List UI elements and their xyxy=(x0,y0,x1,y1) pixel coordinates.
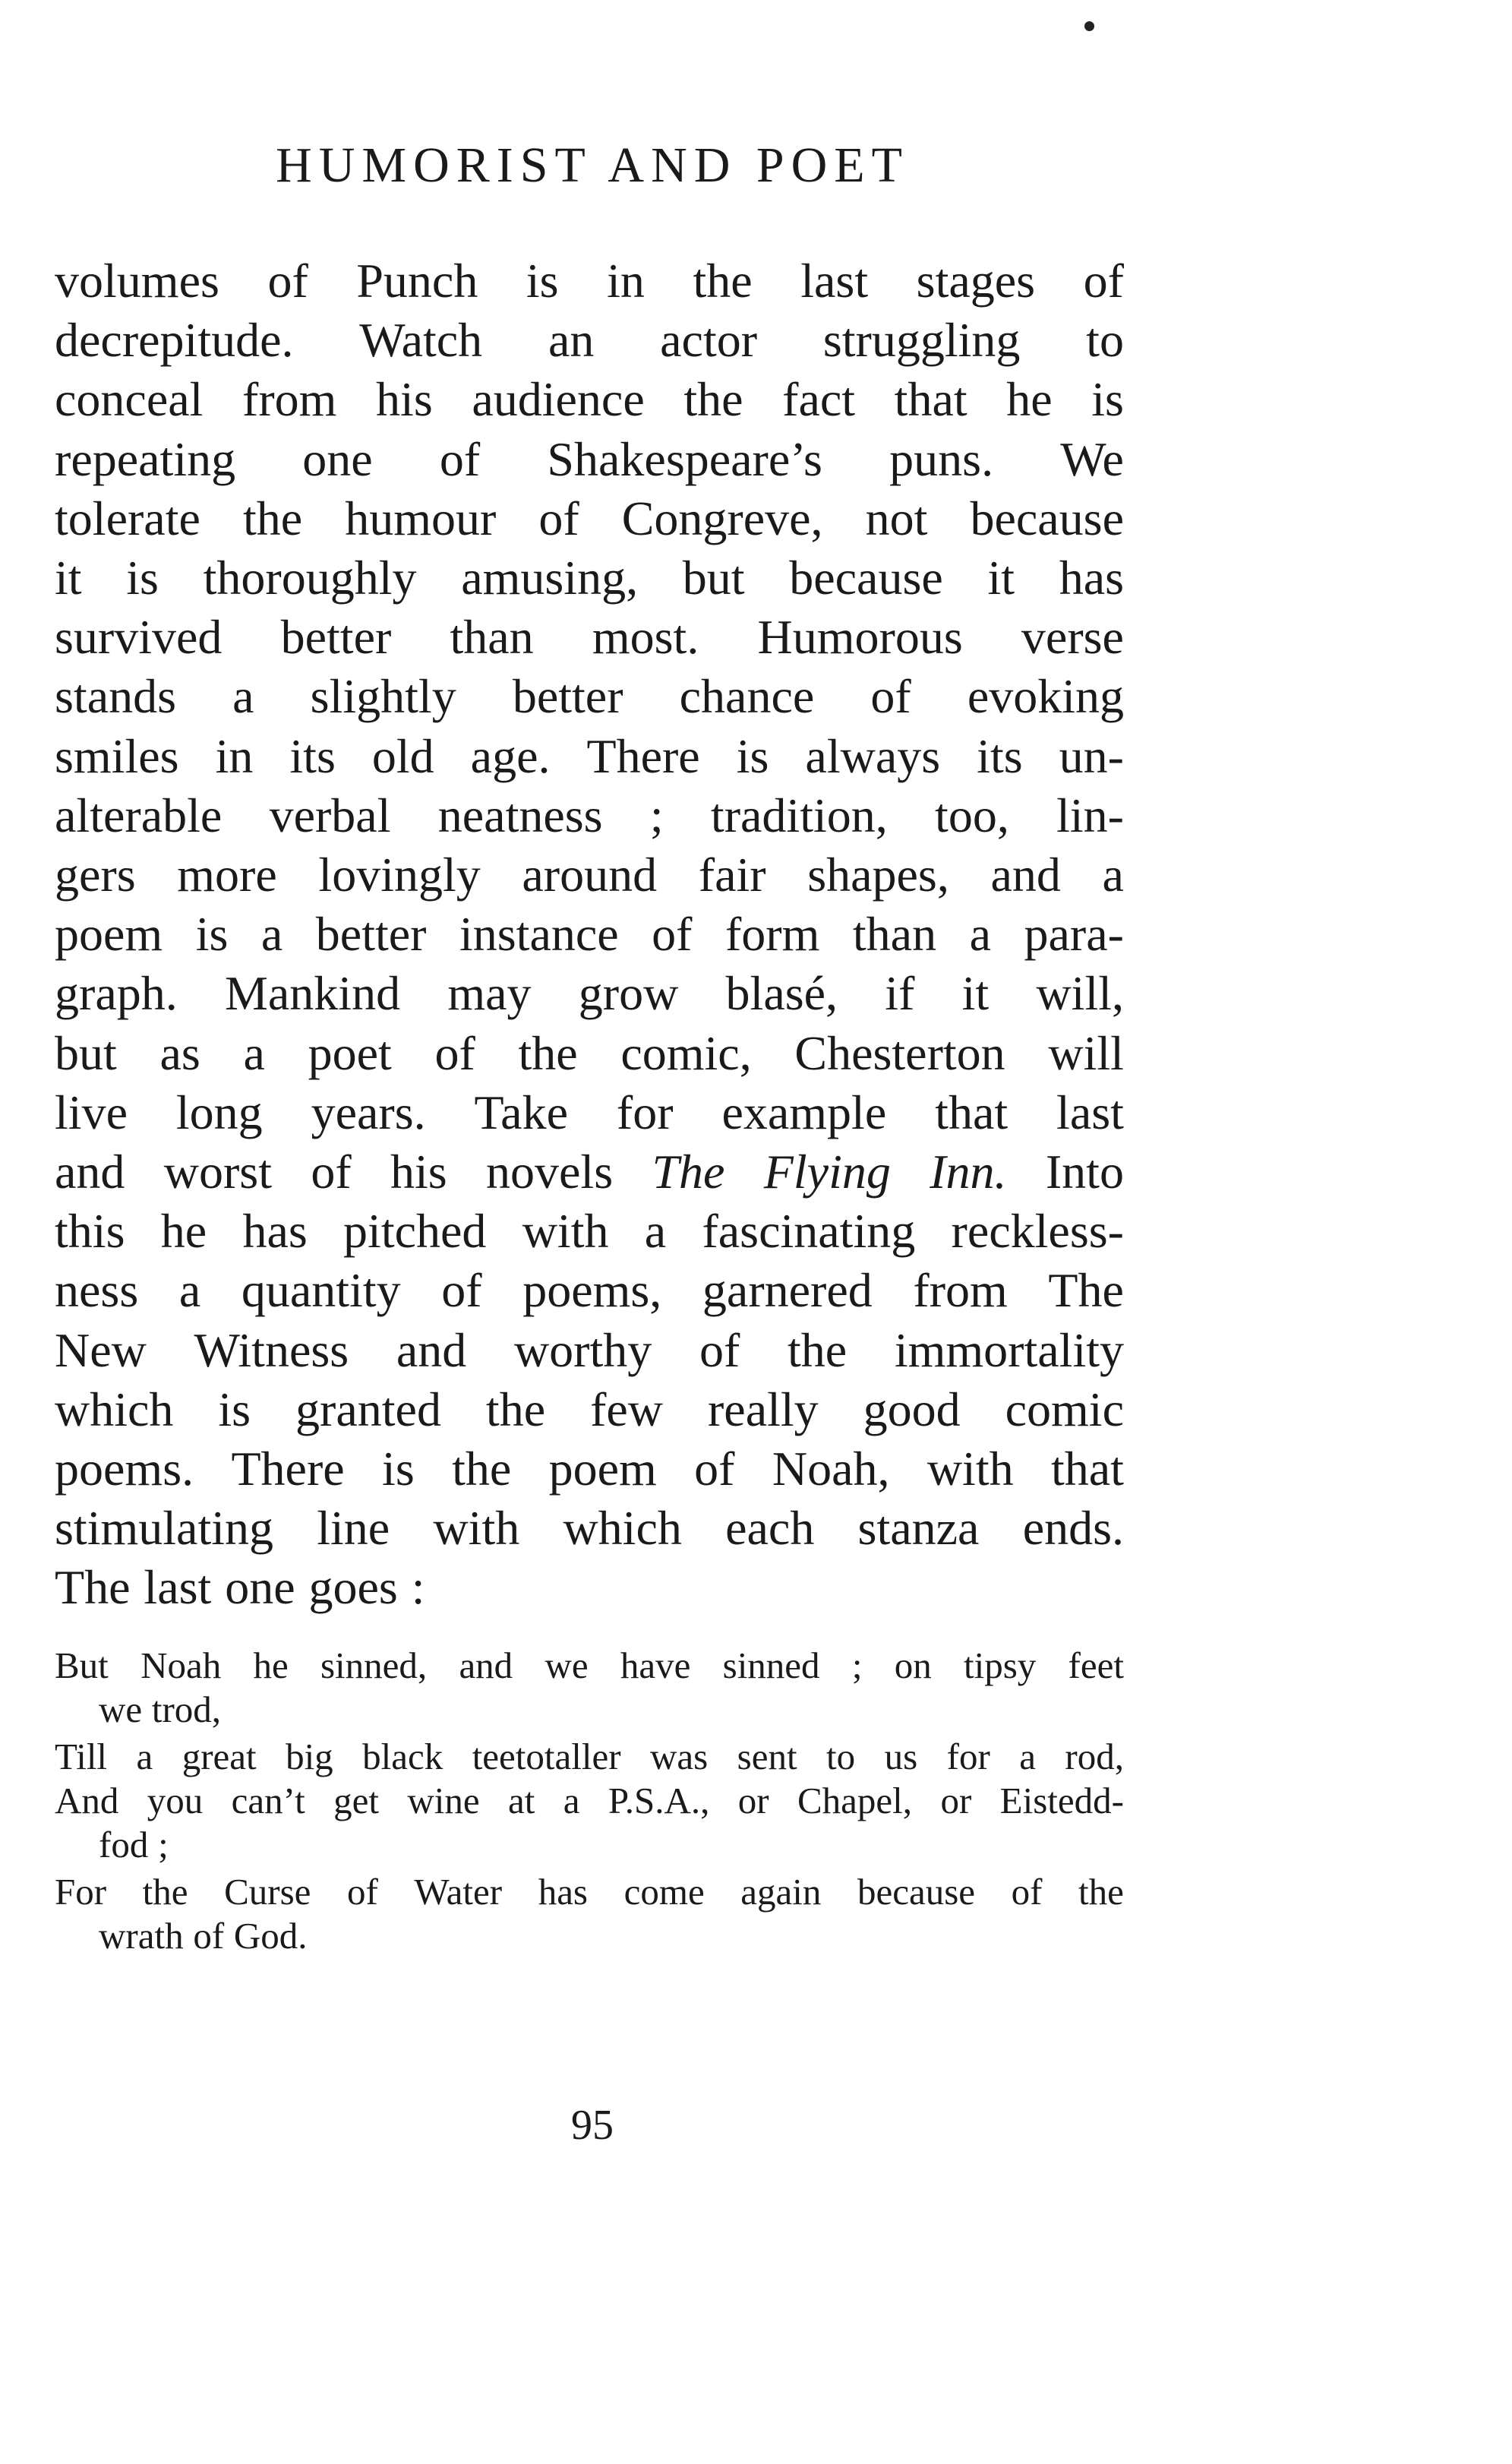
verse-line: fod ; xyxy=(99,1824,169,1865)
page-number: 95 xyxy=(571,2102,614,2149)
verse-line: For the Curse of Water has come again because of the xyxy=(55,1871,1124,1913)
body-line: repeating one of Shakespeare’s puns. We xyxy=(55,431,1124,486)
body-line: ness a quantity of poems, garnered from The xyxy=(55,1263,1124,1318)
body-line: decrepitude. Watch an actor struggling to xyxy=(55,313,1124,368)
body-line: poem is a better instance of form than a para- xyxy=(55,907,1124,962)
body-line: alterable verbal neatness ; tradition, too, lin- xyxy=(55,788,1124,842)
body-line: The last one goes : xyxy=(55,1560,425,1615)
body-line: stimulating line with which each stanza ends. xyxy=(55,1501,1124,1556)
body-line: this he has pitched with a fascinating reckless- xyxy=(55,1204,1124,1259)
ink-speck xyxy=(1084,21,1094,31)
verse-line: Till a great big black teetotaller was sent to us for a rod, xyxy=(55,1736,1124,1777)
verse-line: wrath of God. xyxy=(99,1915,308,1957)
running-head: HUMORIST AND POET xyxy=(276,137,909,193)
body-line: survived better than most. Humorous verse xyxy=(55,610,1124,665)
body-line: smiles in its old age. There is always its un- xyxy=(55,728,1124,783)
body-line: conceal from his audience the fact that he is xyxy=(55,372,1124,427)
body-line: New Witness and worthy of the immortality xyxy=(55,1322,1124,1377)
verse-line: And you can’t get wine at a P.S.A., or Chapel, or Eistedd- xyxy=(55,1780,1124,1821)
body-line: stands a slightly better chance of evoking xyxy=(55,669,1124,724)
body-line: gers more lovingly around fair shapes, and a xyxy=(55,848,1124,902)
body-line: poems. There is the poem of Noah, with that xyxy=(55,1442,1124,1496)
body-line: and worst of his novels The Flying Inn. Into xyxy=(55,1145,1124,1199)
body-line: tolerate the humour of Congreve, not because xyxy=(55,491,1124,545)
body-line: graph. Mankind may grow blasé, if it will, xyxy=(55,966,1124,1021)
body-line: but as a poet of the comic, Chesterton will xyxy=(55,1025,1124,1080)
verse-line: But Noah he sinned, and we have sinned ; on tipsy feet xyxy=(55,1644,1124,1686)
body-line: volumes of Punch is in the last stages of xyxy=(55,254,1124,308)
verse-line: we trod, xyxy=(99,1688,222,1730)
body-line: live long years. Take for example that last xyxy=(55,1085,1124,1139)
body-line: it is thoroughly amusing, but because it has xyxy=(55,551,1124,605)
body-line: which is granted the few really good comic xyxy=(55,1382,1124,1436)
